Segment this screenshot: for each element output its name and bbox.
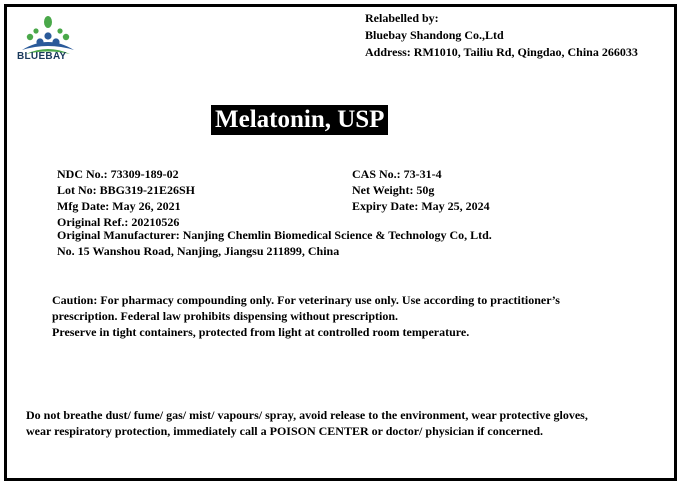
ndc-number: NDC No.: 73309-189-02 [57,167,179,181]
details-left [57,166,195,230]
relabel-company: Bluebay Shandong Co.,Ltd [365,28,504,42]
net-weight: Net Weight: 50g [352,183,435,197]
logo-wordmark: BLUEBAY [17,52,67,60]
cas-number: CAS No.: 73-31-4 [352,167,442,181]
caution-line-1: Caution: For pharmacy compounding only. For veterinary use only. Use according to practitioner’s [52,293,560,307]
hazard-line-1: Do not breathe dust/ fume/ gas/ mist/ vapours/ spray, avoid release to the environment, wear protective gloves, [26,408,588,422]
manufacturer-name: Original Manufacturer: Nanjing Chemlin Biomedical Science & Technology Co, Ltd. [57,228,492,242]
relabel-block [365,10,638,61]
hazard-line-2: wear respiratory protection, immediately call a POISON CENTER or doctor/ physician if concerned. [26,424,544,438]
relabel-address: Address: RM1010, Tailiu Rd, Qingdao, China 266033 [365,45,638,59]
original-ref: Original Ref.: 20210526 [57,215,180,229]
manufacturer-block [57,227,492,259]
manufacturer-address: No. 15 Wanshou Road, Nanjing, Jiangsu 211899, China [57,244,340,258]
details-right [352,166,490,214]
caution-line-2: prescription. Federal law prohibits dispensing without prescription. [52,309,399,323]
relabel-heading: Relabelled by: [365,11,439,25]
lot-number: Lot No: BBG319-21E26SH [57,183,196,197]
product-title: Melatonin, USP [211,105,388,135]
expiry-date: Expiry Date: May 25, 2024 [352,199,490,213]
mfg-date: Mfg Date: May 26, 2021 [57,199,181,213]
hazard-statement [26,407,588,439]
storage-instructions: Preserve in tight containers, protected from light at controlled room temperature. [52,325,470,339]
caution-block [52,292,560,340]
